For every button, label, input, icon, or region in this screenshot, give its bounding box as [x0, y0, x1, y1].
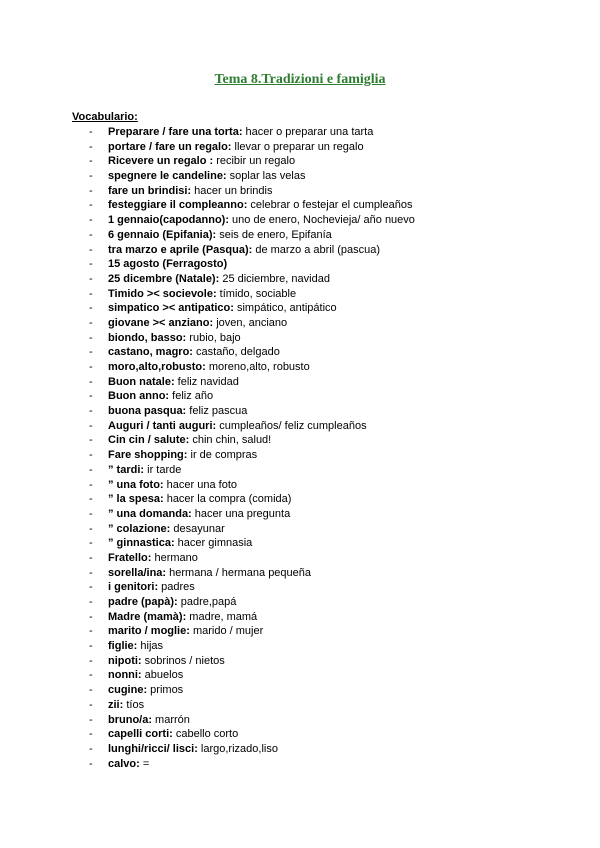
vocab-entry: [108, 639, 163, 654]
list-bullet: -: [89, 566, 93, 579]
vocab-definition: =: [139, 757, 150, 770]
list-bullet: -: [89, 551, 93, 564]
list-bullet: -: [89, 140, 93, 153]
vocab-item: [0, 683, 600, 698]
vocab-definition: desayunar: [170, 522, 225, 535]
vocab-term: marito / moglie:: [108, 625, 190, 638]
list-bullet: -: [89, 287, 93, 300]
list-bullet: -: [89, 434, 93, 447]
vocab-item: [0, 257, 600, 272]
vocab-item: [0, 169, 600, 184]
vocab-definition: feliz año: [169, 390, 214, 403]
vocab-term: 15 agosto (Ferragosto): [108, 258, 228, 271]
vocab-item: [0, 287, 600, 302]
list-bullet: -: [89, 757, 93, 770]
list-bullet: -: [89, 742, 93, 755]
vocab-definition: uno de enero, Nochevieja/ año nuevo: [229, 214, 415, 227]
vocab-term: portare / fare un regalo:: [108, 140, 232, 153]
list-bullet: -: [89, 713, 93, 726]
list-bullet: -: [89, 272, 93, 285]
list-bullet: -: [89, 507, 93, 520]
vocab-entry: [108, 433, 271, 448]
list-bullet: -: [89, 361, 93, 373]
list-bullet: -: [89, 654, 93, 667]
vocab-term: Madre (mamà):: [108, 610, 187, 623]
vocab-definition: hacer una pregunta: [191, 507, 291, 520]
list-bullet: -: [89, 170, 93, 183]
vocab-entry: [108, 154, 295, 169]
vocab-entry: [108, 243, 380, 258]
vocab-item: [0, 404, 600, 419]
vocab-entry: [108, 654, 225, 669]
vocab-entry: [108, 624, 263, 639]
list-bullet: -: [89, 390, 93, 403]
vocab-term: zii:: [108, 698, 124, 711]
vocab-item: [0, 727, 600, 742]
vocab-definition: de marzo a abril (pascua): [252, 243, 381, 256]
vocab-definition: hermano: [151, 551, 198, 564]
list-bullet: -: [89, 405, 93, 418]
vocab-definition: joven, anciano: [213, 316, 288, 329]
vocab-item: [0, 375, 600, 390]
vocab-item: [0, 478, 600, 493]
vocab-item: [0, 713, 600, 728]
list-bullet: -: [89, 331, 93, 344]
vocab-entry: [108, 683, 183, 698]
vocab-definition: padres: [158, 581, 195, 594]
vocab-definition: cabello corto: [172, 728, 239, 741]
list-bullet: -: [89, 493, 93, 506]
vocab-definition: primos: [147, 684, 184, 697]
vocab-term: castano, magro:: [108, 346, 193, 359]
vocab-entry: [108, 316, 287, 331]
section-heading: Vocabulario:: [72, 111, 138, 123]
list-bullet: -: [89, 302, 93, 315]
vocab-entry: [108, 522, 225, 537]
vocab-definition: tímido, sociable: [216, 287, 297, 300]
vocab-term: ” una foto:: [108, 478, 164, 491]
vocab-entry: [108, 345, 280, 360]
vocab-definition: chin chin, salud!: [189, 434, 272, 447]
vocab-term: tra marzo e aprile (Pasqua):: [108, 243, 253, 256]
vocab-entry: [108, 389, 213, 404]
vocab-term: nipoti:: [108, 654, 142, 667]
list-bullet: -: [89, 199, 93, 212]
vocab-term: 6 gennaio (Epifania):: [108, 228, 217, 241]
list-bullet: -: [89, 155, 93, 168]
vocab-term: capelli corti:: [108, 728, 173, 741]
vocab-entry: [108, 184, 272, 199]
vocab-entry: [108, 198, 412, 213]
vocab-definition: hacer la compra (comida): [163, 493, 292, 506]
vocab-item: [0, 463, 600, 478]
vocab-item: [0, 580, 600, 595]
vocab-item: [0, 668, 600, 683]
vocab-entry: [108, 287, 296, 302]
vocab-item: [0, 360, 600, 375]
vocab-term: Fare shopping:: [108, 449, 188, 462]
vocab-entry: [108, 507, 290, 522]
vocab-item: [0, 551, 600, 566]
list-bullet: -: [89, 698, 93, 711]
list-bullet: -: [89, 214, 93, 227]
list-bullet: -: [89, 684, 93, 697]
vocab-definition: soplar las velas: [226, 170, 306, 183]
vocab-item: [0, 448, 600, 463]
vocab-entry: [108, 566, 311, 581]
vocab-item: [0, 624, 600, 639]
vocab-term: nonni:: [108, 669, 142, 682]
page-title: Tema 8.Tradizioni e famiglia: [214, 72, 386, 87]
vocab-entry: [108, 125, 373, 140]
vocab-term: simpatico >< antipatico:: [108, 302, 234, 315]
list-bullet: -: [89, 126, 93, 138]
vocab-item: [0, 125, 600, 140]
vocab-definition: hacer gimnasia: [174, 537, 253, 550]
vocab-term: Auguri / tanti auguri:: [108, 419, 217, 432]
vocab-definition: feliz navidad: [174, 375, 239, 388]
vocab-term: Buon anno:: [108, 390, 170, 403]
vocab-item: [0, 331, 600, 346]
vocab-term: moro,alto,robusto:: [108, 361, 206, 373]
vocab-definition: abuelos: [141, 669, 184, 682]
vocab-item: [0, 522, 600, 537]
list-bullet: -: [89, 228, 93, 241]
vocab-item: [0, 243, 600, 258]
vocab-term: Timido >< socievole:: [108, 287, 217, 300]
vocab-entry: [108, 698, 144, 713]
vocab-definition: simpático, antipático: [233, 302, 337, 315]
vocab-item: [0, 140, 600, 155]
vocab-definition: largo,rizado,liso: [197, 742, 278, 755]
vocab-entry: [108, 448, 257, 463]
list-bullet: -: [89, 537, 93, 550]
vocab-definition: feliz pascua: [186, 405, 248, 418]
vocab-term: padre (papà):: [108, 596, 178, 608]
vocab-item: [0, 184, 600, 199]
vocab-term: fare un brindisi:: [108, 184, 192, 197]
list-bullet: -: [89, 478, 93, 491]
list-bullet: -: [89, 640, 93, 653]
vocab-definition: cumpleaños/ feliz cumpleaños: [216, 419, 367, 432]
vocab-entry: [108, 668, 183, 683]
list-bullet: -: [89, 375, 93, 388]
vocab-definition: castaño, delgado: [192, 346, 280, 359]
vocab-item: [0, 595, 600, 610]
vocab-definition: recibir un regalo: [213, 155, 296, 168]
vocab-term: 25 dicembre (Natale):: [108, 272, 220, 285]
list-bullet: -: [89, 728, 93, 741]
list-bullet: -: [89, 625, 93, 638]
vocab-entry: [108, 360, 310, 375]
vocab-item: [0, 639, 600, 654]
vocab-item: [0, 228, 600, 243]
vocab-term: 1 gennaio(capodanno):: [108, 214, 229, 227]
vocab-entry: [108, 478, 237, 493]
vocab-item: [0, 742, 600, 757]
vocab-entry: [108, 213, 415, 228]
vocab-definition: padre,papá: [177, 596, 237, 608]
vocab-term: Ricevere un regalo :: [108, 155, 214, 168]
vocab-term: ” tardi:: [108, 463, 145, 476]
vocab-term: i genitori:: [108, 581, 159, 594]
vocab-entry: [108, 610, 257, 625]
vocab-term: buona pasqua:: [108, 405, 187, 418]
vocab-definition: llevar o preparar un regalo: [231, 140, 364, 153]
vocab-entry: [108, 419, 367, 434]
vocab-term: lunghi/ricci/ lisci:: [108, 742, 198, 755]
vocab-term: giovane >< anziano:: [108, 316, 214, 329]
vocab-definition: sobrinos / nietos: [141, 654, 225, 667]
vocab-term: ” la spesa:: [108, 493, 164, 506]
vocab-definition: celebrar o festejar el cumpleaños: [247, 199, 413, 212]
vocab-item: [0, 272, 600, 287]
vocab-term: sorella/ina:: [108, 566, 167, 579]
vocab-definition: hacer una foto: [163, 478, 237, 491]
vocab-item: [0, 301, 600, 316]
vocab-term: spegnere le candeline:: [108, 170, 227, 183]
vocab-entry: [108, 463, 181, 478]
vocab-definition: marido / mujer: [189, 625, 264, 638]
vocab-definition: rubio, bajo: [186, 331, 241, 344]
list-bullet: -: [89, 610, 93, 623]
vocab-term: Buon natale:: [108, 375, 175, 388]
vocab-definition: hijas: [137, 640, 164, 653]
vocab-entry: [108, 272, 330, 287]
vocab-entry: [108, 551, 198, 566]
vocab-item: [0, 316, 600, 331]
vocab-term: biondo, basso:: [108, 331, 187, 344]
vocab-entry: [108, 492, 291, 507]
vocab-item: [0, 492, 600, 507]
vocab-definition: hermana / hermana pequeña: [166, 566, 312, 579]
vocab-entry: [108, 331, 241, 346]
vocab-definition: hacer un brindis: [191, 184, 273, 197]
vocab-term: festeggiare il compleanno:: [108, 199, 248, 212]
vocab-definition: 25 diciembre, navidad: [219, 272, 330, 285]
vocab-entry: [108, 742, 278, 757]
vocab-item: [0, 566, 600, 581]
vocab-definition: moreno,alto, robusto: [205, 361, 310, 373]
vocab-entry: [108, 536, 252, 551]
list-bullet: -: [89, 419, 93, 432]
list-bullet: -: [89, 669, 93, 682]
vocab-entry: [108, 580, 195, 595]
vocab-definition: marrón: [152, 713, 190, 726]
list-bullet: -: [89, 243, 93, 256]
vocab-item: [0, 419, 600, 434]
list-bullet: -: [89, 184, 93, 197]
vocab-definition: madre, mamá: [186, 610, 258, 623]
vocab-term: Cin cin / salute:: [108, 434, 190, 447]
vocab-item: [0, 213, 600, 228]
vocab-definition: tíos: [123, 698, 145, 711]
vocab-term: Fratello:: [108, 551, 152, 564]
vocab-entry: [108, 727, 238, 742]
vocab-entry: [108, 757, 149, 772]
vocab-entry: [108, 404, 247, 419]
vocab-item: [0, 757, 600, 772]
vocab-entry: [108, 301, 337, 316]
vocab-term: bruno/a:: [108, 713, 152, 726]
list-bullet: -: [89, 581, 93, 594]
vocab-entry: [108, 140, 364, 155]
vocab-definition: hacer o preparar una tarta: [242, 126, 374, 138]
list-bullet: -: [89, 449, 93, 462]
vocab-term: ” una domanda:: [108, 507, 192, 520]
vocab-term: cugine:: [108, 684, 148, 697]
vocab-item: [0, 610, 600, 625]
list-bullet: -: [89, 596, 93, 608]
vocab-entry: [108, 169, 305, 184]
vocab-list: [0, 125, 600, 771]
vocab-entry: [108, 375, 239, 390]
vocab-term: calvo:: [108, 757, 140, 770]
vocab-item: [0, 536, 600, 551]
list-bullet: -: [89, 258, 93, 271]
list-bullet: -: [89, 346, 93, 359]
vocab-item: [0, 198, 600, 213]
vocab-entry: [108, 713, 190, 728]
vocab-definition: ir de compras: [187, 449, 258, 462]
vocab-item: [0, 433, 600, 448]
vocab-item: [0, 654, 600, 669]
vocab-term: figlie:: [108, 640, 138, 653]
vocab-entry: [108, 595, 236, 610]
vocab-entry: [108, 257, 227, 272]
vocab-item: [0, 698, 600, 713]
vocab-definition: ir tarde: [144, 463, 182, 476]
vocab-definition: seis de enero, Epifanía: [216, 228, 332, 241]
vocab-term: Preparare / fare una torta:: [108, 126, 243, 138]
list-bullet: -: [89, 316, 93, 329]
vocab-item: [0, 154, 600, 169]
vocab-item: [0, 345, 600, 360]
vocab-term: ” colazione:: [108, 522, 171, 535]
vocab-term: ” ginnastica:: [108, 537, 175, 550]
vocab-item: [0, 507, 600, 522]
list-bullet: -: [89, 522, 93, 535]
list-bullet: -: [89, 463, 93, 476]
vocab-item: [0, 389, 600, 404]
vocab-entry: [108, 228, 332, 243]
